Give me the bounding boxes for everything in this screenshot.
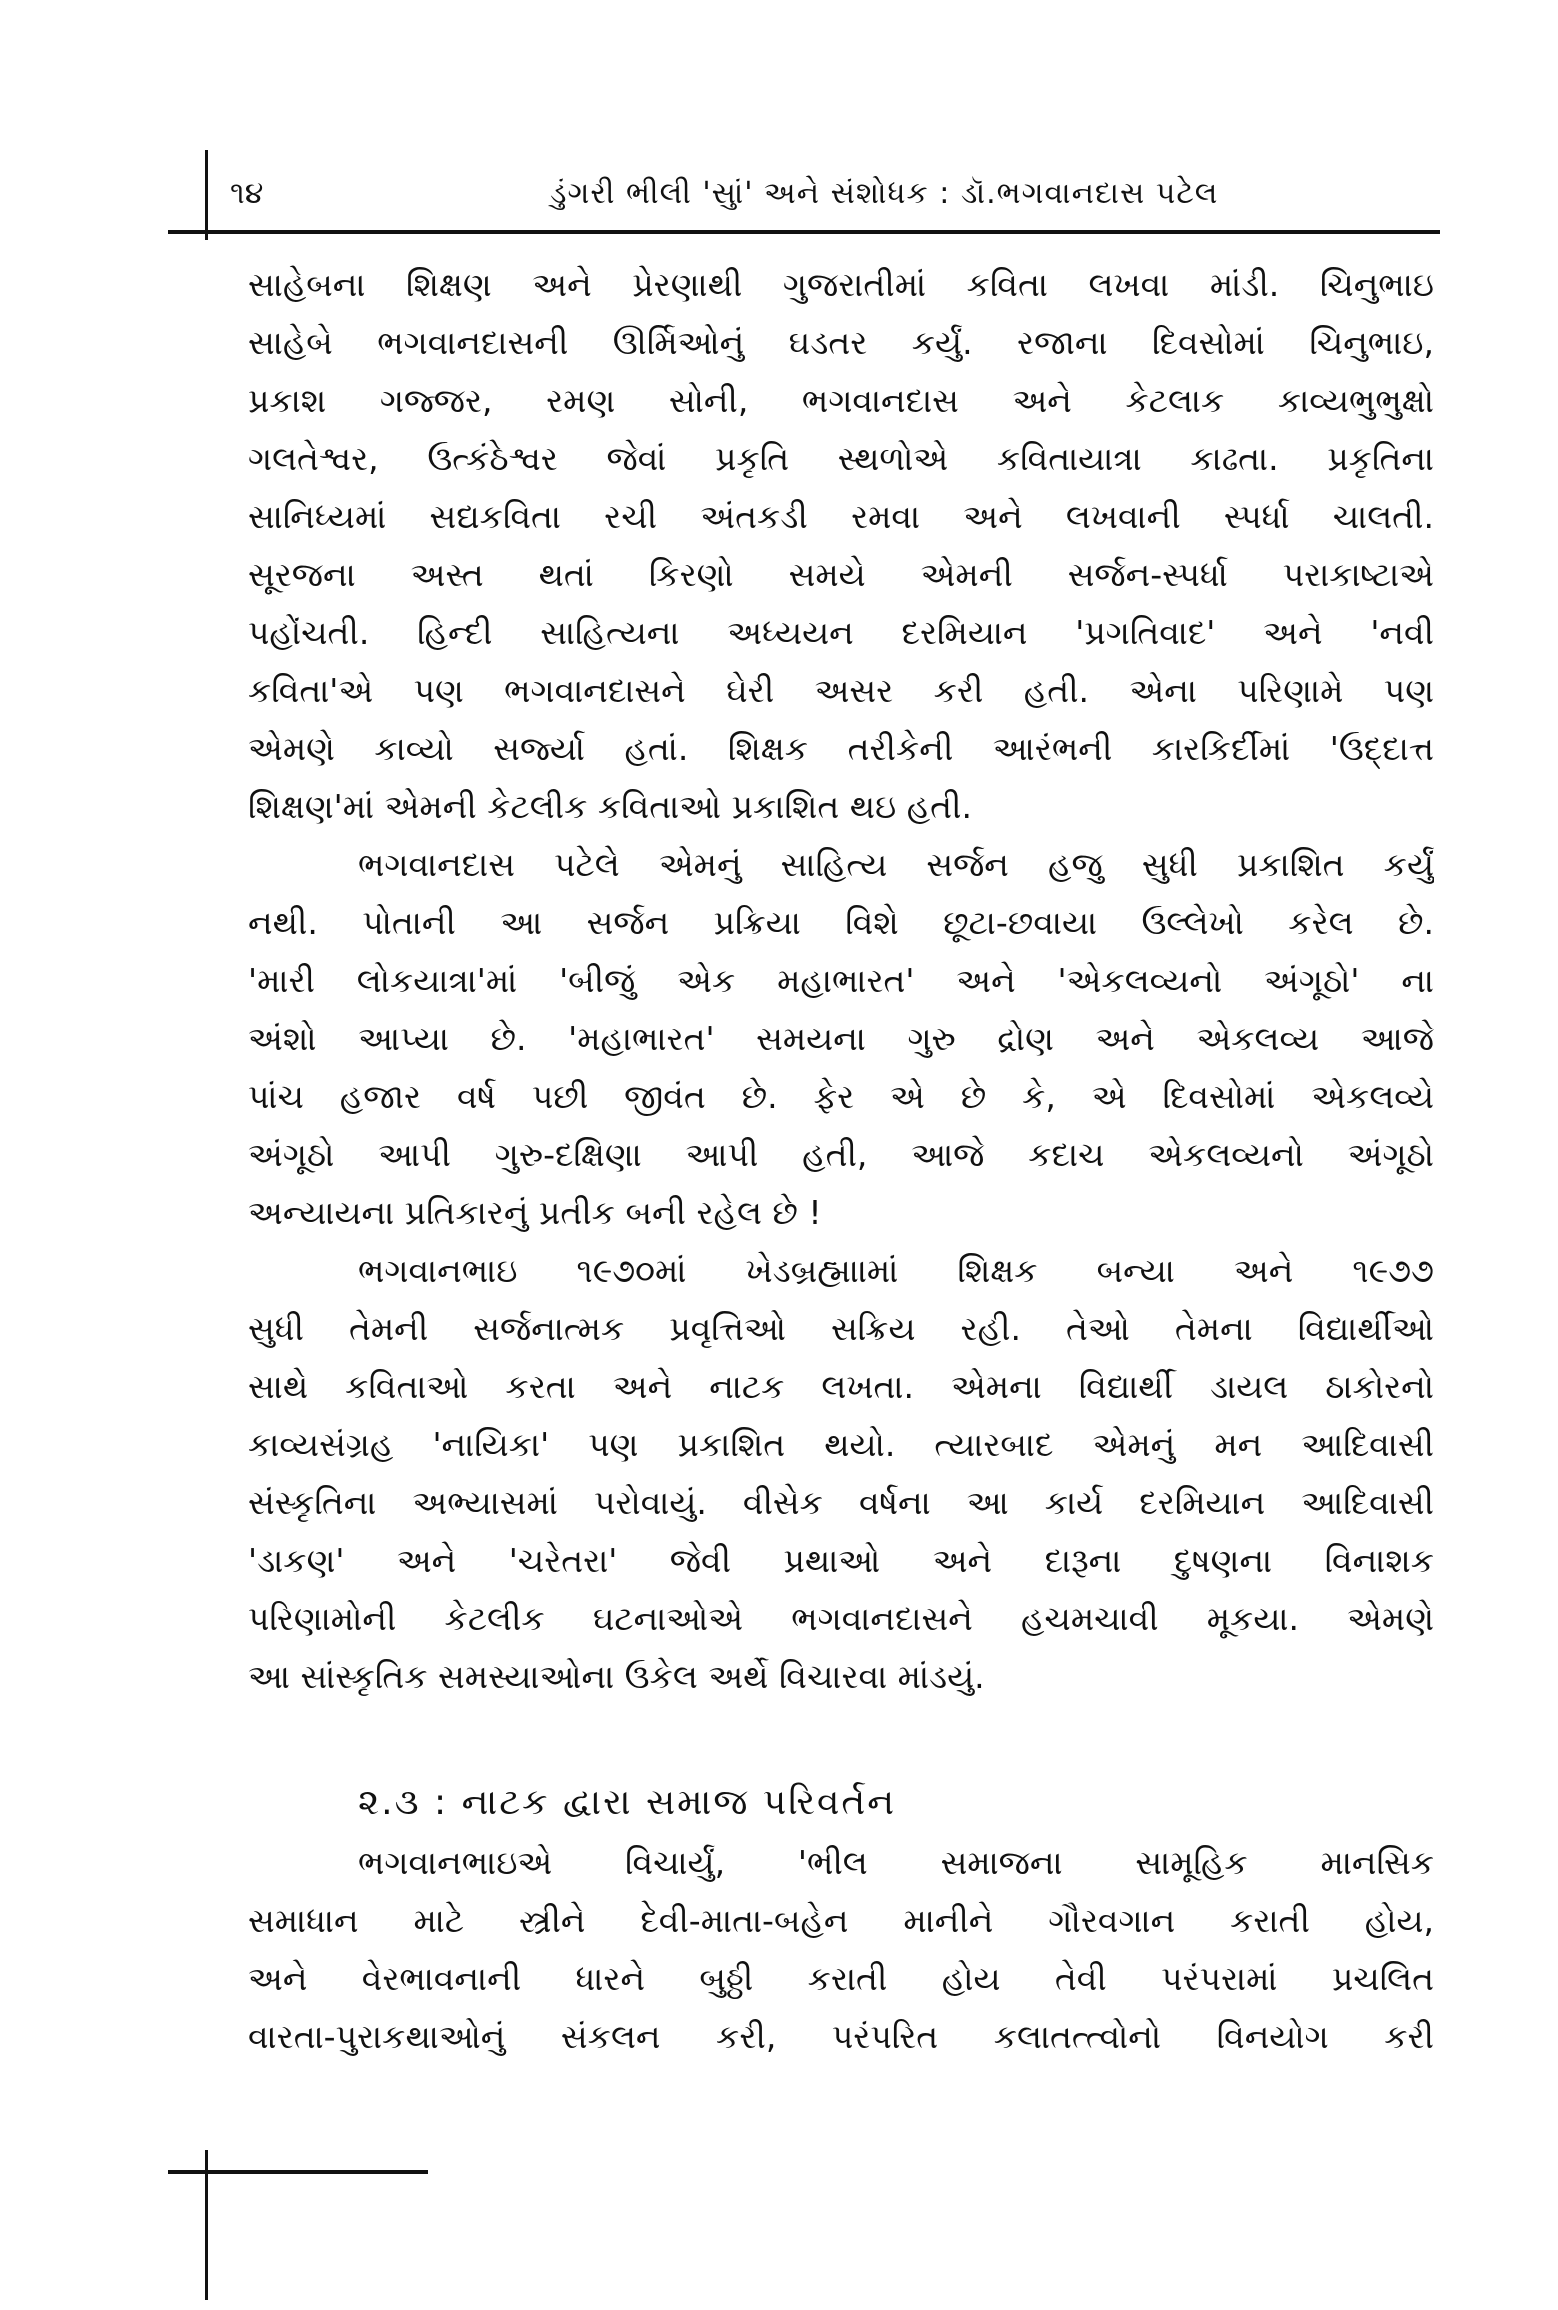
page-header bbox=[210, 176, 1440, 222]
text-line: વારતા-પુરાકથાઓનું સંકલન કરી, પરંપરિત કલાતત્ત્વોનો વિનયોગ કરી bbox=[248, 2017, 1434, 2056]
text-line: સુધી તેમની સર્જનાત્મક પ્રવૃત્તિઓ સક્રિય રહી. તેઓ તેમના વિદ્યાર્થીઓ bbox=[248, 1309, 1434, 1348]
section-2-3 bbox=[248, 1772, 1434, 2066]
text-line: ભગવાનભાઇએ વિચાર્યું, 'ભીલ સમાજના સામૂહિક માનસિક bbox=[358, 1843, 1434, 1882]
paragraph-1 bbox=[248, 256, 1434, 836]
section-spacer bbox=[248, 1706, 1434, 1772]
text-line: 'મારી લોકયાત્રા'માં 'બીજું એક મહાભારત' અને 'એકલવ્યનો અંગૂઠો' ના bbox=[248, 961, 1434, 1000]
text-line: 'ડાકણ' અને 'ચરેતરા' જેવી પ્રથાઓ અને દારૂના દુષણના વિનાશક bbox=[248, 1541, 1434, 1580]
text-line: પાંચ હજાર વર્ષ પછી જીવંત છે. ફેર એ છે કે, એ દિવસોમાં એકલવ્યે bbox=[248, 1077, 1434, 1116]
text-line: કવિતા'એ પણ ભગવાનદાસને ઘેરી અસર કરી હતી. એના પરિણામે પણ bbox=[248, 671, 1434, 710]
body-text bbox=[248, 256, 1434, 2066]
header-rule bbox=[168, 230, 1440, 234]
text-line: ભગવાનભાઇ ૧૯૭૦માં ખેડબ્રહ્માામાં શિક્ષક બન્યા અને ૧૯૭૭ bbox=[358, 1251, 1434, 1290]
text-line: સાથે કવિતાઓ કરતા અને નાટક લખતા. એમના વિદ્યાર્થી ડાયલ ઠાકોરનો bbox=[248, 1367, 1434, 1406]
text-line: શિક્ષણ'માં એમની કેટલીક કવિતાઓ પ્રકાશિત થઇ હતી. bbox=[248, 787, 972, 826]
text-line: સૂરજના અસ્ત થતાં કિરણો સમયે એમની સર્જન-સ્પર્ધા પરાકાષ્ટાએ bbox=[248, 555, 1434, 594]
text-line: ગલતેશ્વર, ઉત્કંઠેશ્વર જેવાં પ્રકૃતિ સ્થળોએ કવિતાયાત્રા કાઢતા. પ્રકૃતિના bbox=[248, 439, 1434, 478]
text-line: અન્યાયના પ્રતિકારનું પ્રતીક બની રહેલ છે ! bbox=[248, 1193, 822, 1232]
text-line: સાનિધ્યમાં સદ્યકવિતા રચી અંતકડી રમવા અને લખવાની સ્પર્ધા ચાલતી. bbox=[248, 497, 1434, 536]
paragraph-2 bbox=[248, 836, 1434, 1242]
text-line: ભગવાનદાસ પટેલે એમનું સાહિત્ય સર્જન હજુ સુધી પ્રકાશિત કર્યું bbox=[358, 845, 1434, 884]
text-line: અને વેરભાવનાની ધારને બુઠ્ઠી કરાતી હોય તેવી પરંપરામાં પ્રચલિત bbox=[248, 1959, 1434, 1998]
text-line: અંશો આપ્યા છે. 'મહાભારત' સમયના ગુરુ દ્રોણ અને એકલવ્ય આજે bbox=[248, 1019, 1434, 1058]
running-title: ડુંગરી ભીલી 'સાું' અને સંશોધક : ડૉ.ભગવાનદાસ પટેલ bbox=[550, 176, 1219, 211]
text-line: પ્રકાશ ગજ્જર, રમણ સોની, ભગવાનદાસ અને કેટલાક કાવ્યભુભુક્ષો bbox=[248, 381, 1434, 420]
text-line: પહોંચતી. હિન્દી સાહિત્યના અધ્યયન દરમિયાન 'પ્રગતિવાદ' અને 'નવી bbox=[248, 613, 1434, 652]
page-number: ૧૪ bbox=[230, 176, 264, 211]
text-line: એમણે કાવ્યો સર્જ્યા હતાં. શિક્ષક તરીકેની આરંભની કારકિર્દીમાં 'ઉદ્દાત્ત bbox=[248, 729, 1434, 768]
text-line: સમાધાન માટે સ્ત્રીને દેવી-માતા-બહેન માનીને ગૌરવગાન કરાતી હોય, bbox=[248, 1901, 1434, 1940]
section-heading: ૨.૩ : નાટક દ્વારા સમાજ પરિવર્તન bbox=[358, 1782, 897, 1823]
text-line: સાહેબના શિક્ષણ અને પ્રેરણાથી ગુજરાતીમાં કવિતા લખવા માંડી. ચિનુભાઇ bbox=[248, 265, 1434, 304]
left-margin-rule-top bbox=[205, 150, 208, 240]
text-line: આ સાંસ્કૃતિક સમસ્યાઓના ઉકેલ અર્થે વિચારવા માંડયું. bbox=[248, 1657, 985, 1696]
left-margin-rule-bottom bbox=[205, 2150, 208, 2300]
text-line: સાહેબે ભગવાનદાસની ઊર્મિઓનું ઘડતર કર્યું. રજાના દિવસોમાં ચિનુભાઇ, bbox=[248, 323, 1434, 362]
text-line: નથી. પોતાની આ સર્જન પ્રક્રિયા વિશે છૂટા-છવાયા ઉલ્લેખો કરેલ છે. bbox=[248, 903, 1434, 942]
paragraph-3 bbox=[248, 1242, 1434, 1706]
text-line: અંગૂઠો આપી ગુરુ-દક્ષિણા આપી હતી, આજે કદાચ એકલવ્યનો અંગૂઠો bbox=[248, 1135, 1434, 1174]
text-line: કાવ્યસંગ્રહ 'નાયિકા' પણ પ્રકાશિત થયો. ત્યારબાદ એમનું મન આદિવાસી bbox=[248, 1425, 1434, 1464]
text-line: સંસ્કૃતિના અભ્યાસમાં પરોવાયું. વીસેક વર્ષના આ કાર્ય દરમિયાન આદિવાસી bbox=[248, 1483, 1434, 1522]
text-line: પરિણામોની કેટલીક ઘટનાઓએ ભગવાનદાસને હચમચાવી મૂકયા. એમણે bbox=[248, 1599, 1434, 1638]
